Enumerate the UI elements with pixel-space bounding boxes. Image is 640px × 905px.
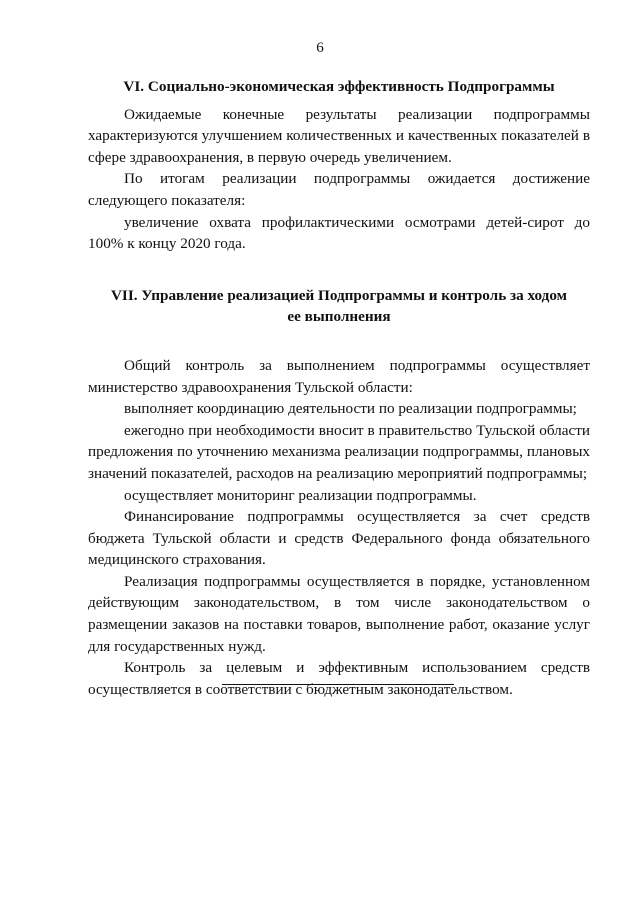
- section-6-paragraph-3: увеличение охвата профилактическими осмотрами детей-сирот до 100% к концу 2020 года.: [88, 213, 590, 253]
- section-6-title: VI. Социально-экономическая эффективность Подпрограммы: [123, 78, 555, 95]
- page-number: 6: [316, 40, 324, 56]
- end-divider-line: [222, 684, 454, 685]
- document-body: [88, 76, 590, 700]
- section-6-paragraph-2: По итогам реализации подпрограммы ожидается достижение следующего показателя:: [88, 170, 590, 209]
- section-7-paragraph-7: Контроль за целевым и эффективным использованием средств осуществляется в соответствии с бюджетным законодательством.: [88, 659, 590, 698]
- section-7-paragraph-3: ежегодно при необходимости вносит в правительство Тульской области предложения по уточнению механизма реализации подпрограммы, плановых значений показателей, расходов на реализацию мероприятий подпрограммы;: [88, 421, 590, 482]
- section-7-title: VII. Управление реализацией Подпрограммы и контроль за ходом ее выполнения: [110, 286, 568, 326]
- section-7-paragraph-2: выполняет координацию деятельности по реализации подпрограммы;: [124, 400, 577, 418]
- section-7-paragraph-4: осуществляет мониторинг реализации подпрограммы.: [124, 486, 477, 504]
- section-7-paragraph-6: Реализация подпрограммы осуществляется в порядке, установленном действующим законодательством, в том числе законодательством о размещении заказов на поставки товаров, выполнение работ, оказание услуг для государственных нужд.: [88, 572, 590, 655]
- section-6-paragraph-1: Ожидаемые конечные результаты реализации подпрограммы характеризуются улучшением количественных и качественных показателей в сфере здравоохранения, в первую очередь увеличением.: [88, 105, 590, 166]
- section-7-paragraph-5: Финансирование подпрограммы осуществляется за счет средств бюджета Тульской области и средств Федерального фонда обязательного медицинского страхования.: [88, 508, 590, 569]
- section-7-paragraph-1: Общий контроль за выполнением подпрограммы осуществляет министерство здравоохранения Тульской области:: [88, 356, 590, 396]
